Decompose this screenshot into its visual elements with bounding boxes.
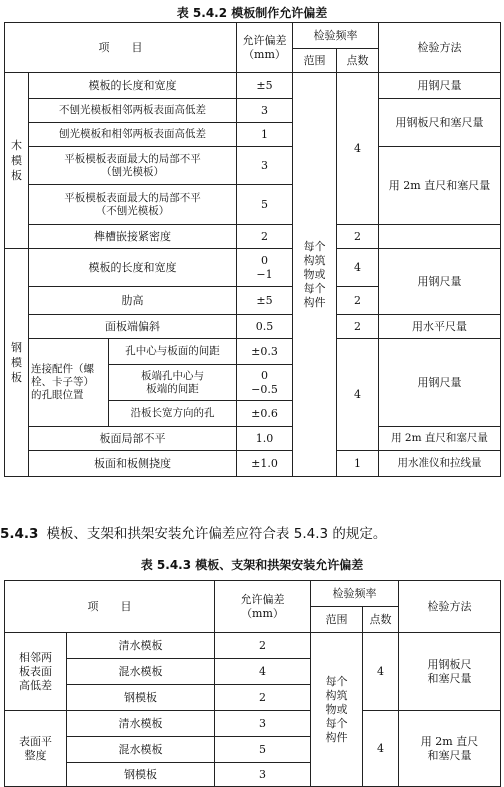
t1-head-range: 范围 (293, 49, 337, 73)
t1-tol: ±5 (237, 73, 293, 99)
t1-item: 板面局部不平 (29, 427, 237, 451)
t1-tol: 2 (237, 225, 293, 249)
t2-head-tolerance: 允许偏差 （mm） (215, 581, 311, 633)
t1-tol: 3 (237, 99, 293, 123)
t1-points: 2 (337, 287, 379, 315)
t1-head-item: 项 目 (5, 23, 237, 73)
t2-range: 每个 构筑 物或 每个 构件 (311, 633, 363, 787)
t1-tol: 1.0 (237, 427, 293, 451)
t2-group-label: 表面平 整度 (5, 711, 67, 787)
t2-tol: 2 (215, 685, 311, 711)
t2-points: 4 (363, 711, 399, 787)
t2-head-method: 检验方法 (399, 581, 501, 633)
t1-method: 用钢尺量 (379, 73, 501, 99)
t1-tol: ±5 (237, 287, 293, 315)
t1-points: 4 (337, 339, 379, 451)
t1-method: 用水准仪和拉线量 (379, 451, 501, 477)
table1-caption: 表 5.4.2 模板制作允许偏差 (176, 6, 328, 20)
t1-connector-group: 连接配件（螺 栓、卡子等） 的孔眼位置 (29, 339, 109, 427)
t1-points: 4 (337, 249, 379, 287)
t2-head-item: 项 目 (5, 581, 215, 633)
table1 (4, 22, 501, 477)
t2-item: 钢模板 (67, 685, 215, 711)
t1-head-method: 检验方法 (379, 23, 501, 73)
t1-tol: 0.5 (237, 315, 293, 339)
t1-item: 平板模板表面最大的局部不平 （刨光模板） (29, 147, 237, 185)
t2-tol: 2 (215, 633, 311, 659)
t1-method: 用 2m 直尺和塞尺量 (379, 147, 501, 225)
t1-range: 每个 构筑 物或 每个 构件 (293, 73, 337, 477)
t2-method: 用 2m 直尺 和塞尺量 (399, 711, 501, 787)
t1-item: 榫槽嵌接紧密度 (29, 225, 237, 249)
t2-item: 混水模板 (67, 737, 215, 763)
t1-points: 2 (337, 225, 379, 249)
t1-points: 1 (337, 451, 379, 477)
t2-tol: 4 (215, 659, 311, 685)
t1-item: 孔中心与板面的间距 (109, 339, 237, 365)
t1-item: 模板的长度和宽度 (29, 73, 237, 99)
t2-group-label: 相邻两 板表面 高低差 (5, 633, 67, 711)
section-text: 模板、支架和拱架安装允许偏差应符合表 5.4.3 的规定。 (46, 526, 387, 542)
t1-tol: 1 (237, 123, 293, 147)
t1-method: 用钢尺量 (379, 339, 501, 427)
t1-tol: 5 (237, 185, 293, 225)
t2-tol: 3 (215, 711, 311, 737)
t2-item: 清水模板 (67, 633, 215, 659)
t1-tol: ±1.0 (237, 451, 293, 477)
t2-head-points: 点数 (363, 607, 399, 633)
t2-tol: 3 (215, 763, 311, 787)
t1-item: 平板模板表面最大的局部不平 （不刨光模板） (29, 185, 237, 225)
t1-method: 用 2m 直尺和塞尺量 (379, 427, 501, 451)
t1-head-frequency: 检验频率 (293, 23, 379, 49)
t1-method: 用钢板尺和塞尺量 (379, 99, 501, 147)
t1-tol: 0 −0.5 (237, 365, 293, 401)
t2-head-frequency: 检验频率 (311, 581, 399, 607)
t1-wood-group: 木 模 板 (5, 73, 29, 249)
t1-method-empty (379, 225, 501, 249)
t1-tol: 0 −1 (237, 249, 293, 287)
section-paragraph (0, 522, 504, 542)
t2-head-range: 范围 (311, 607, 363, 633)
t2-item: 钢模板 (67, 763, 215, 787)
t1-item: 板端孔中心与 板端的间距 (109, 365, 237, 401)
t2-tol: 5 (215, 737, 311, 763)
t2-method: 用钢板尺 和塞尺量 (399, 633, 501, 711)
t1-item: 面板端偏斜 (29, 315, 237, 339)
t1-item: 模板的长度和宽度 (29, 249, 237, 287)
t1-head-tolerance: 允许偏差 （mm） (237, 23, 293, 73)
t1-points: 2 (337, 315, 379, 339)
t2-item: 清水模板 (67, 711, 215, 737)
t1-item: 沿板长宽方向的孔 (109, 401, 237, 427)
t2-item: 混水模板 (67, 659, 215, 685)
t1-method: 用水平尺量 (379, 315, 501, 339)
section-number: 5.4.3 (0, 526, 39, 542)
t2-points: 4 (363, 633, 399, 711)
table2-caption: 表 5.4.3 模板、支架和拱架安装允许偏差 (140, 558, 364, 572)
t1-item: 刨光模板和相邻两板表面高低差 (29, 123, 237, 147)
t1-head-points: 点数 (337, 49, 379, 73)
t1-item: 板面和板侧挠度 (29, 451, 237, 477)
t1-tol: ±0.3 (237, 339, 293, 365)
table2 (4, 580, 501, 787)
t1-tol: ±0.6 (237, 401, 293, 427)
t1-item: 肋高 (29, 287, 237, 315)
t1-item: 不刨光模板相邻两板表面高低差 (29, 99, 237, 123)
t1-points: 4 (337, 73, 379, 225)
t1-tol: 3 (237, 147, 293, 185)
t1-method: 用钢尺量 (379, 249, 501, 315)
t1-steel-group: 钢 模 板 (5, 249, 29, 477)
